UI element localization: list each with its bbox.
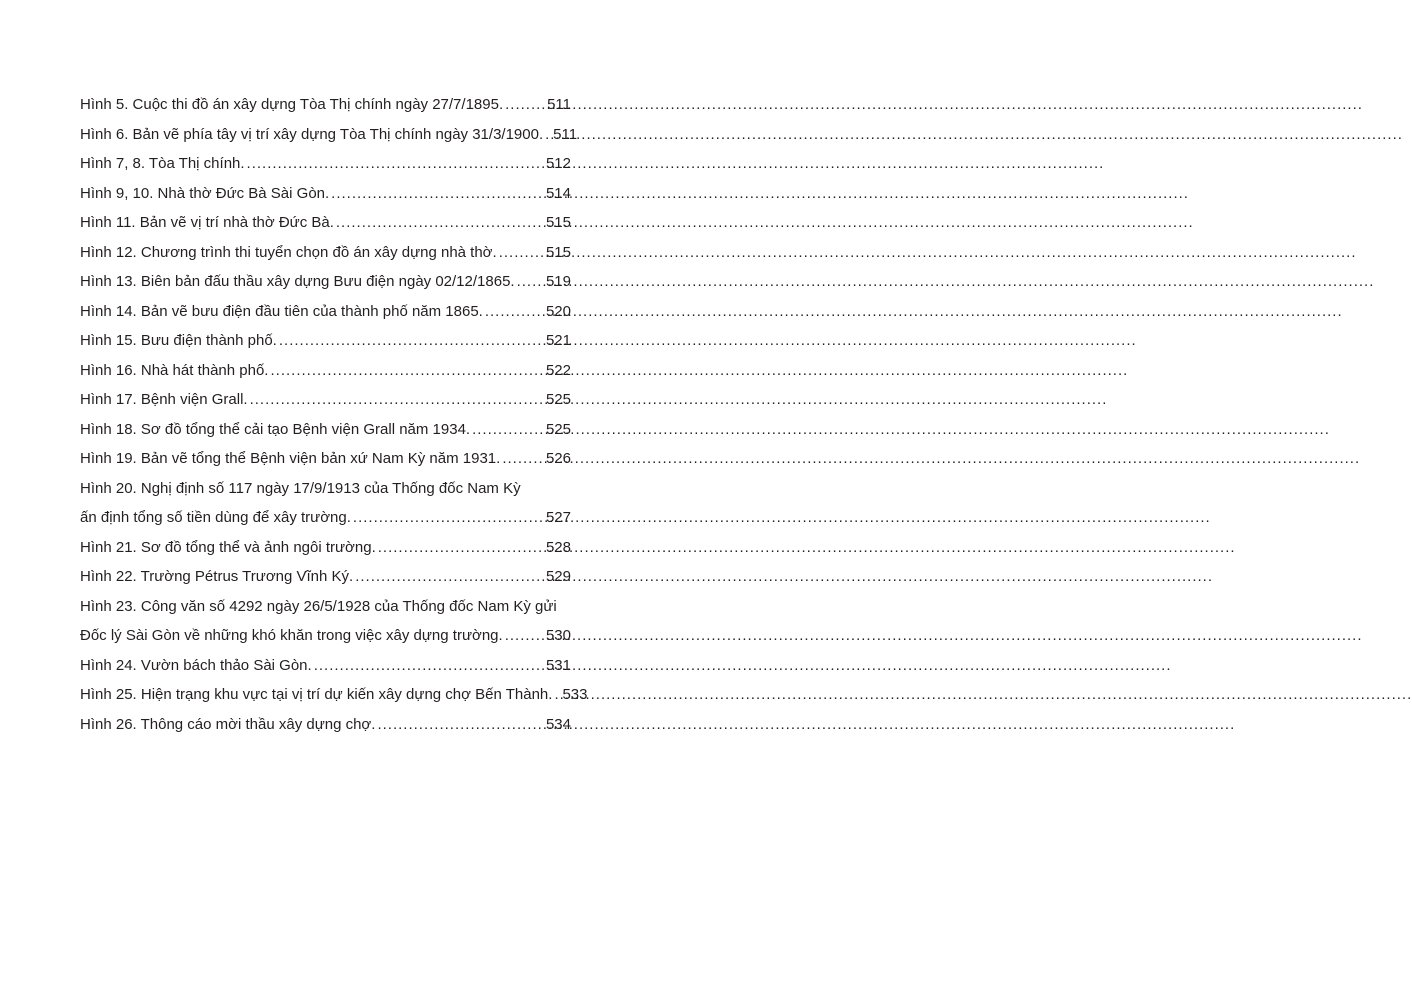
- toc-row: [80, 326, 571, 356]
- figure-caption: Hình 9, 10. Nhà thờ Đức Bà Sài Gòn.: [80, 184, 330, 202]
- toc-entry: [80, 297, 571, 327]
- page-number: 525: [545, 420, 571, 438]
- figure-caption-line1: Hình 20. Nghị định số 117 ngày 17/9/1913 của Thống đốc Nam Kỳ: [80, 479, 521, 497]
- page-number: 511: [553, 125, 578, 143]
- page-number: 511: [547, 96, 571, 113]
- toc-entry: [80, 326, 571, 356]
- toc-row: [80, 562, 571, 592]
- figure-caption: Hình 17. Bệnh viện Grall.: [80, 391, 248, 408]
- dot-leader: [554, 680, 560, 710]
- toc-entry: [80, 238, 571, 268]
- dot-leader: [505, 621, 544, 651]
- toc-entry: [80, 710, 571, 740]
- toc-entry: [80, 208, 571, 238]
- figure-caption: Hình 26. Thông cáo mời thầu xây dựng chợ.: [80, 715, 376, 733]
- page-number: 531: [545, 656, 571, 674]
- figure-caption: Hình 12. Chương trình thi tuyển chọn đồ án xây dựng nhà thờ.: [80, 243, 497, 261]
- page-number: 522: [545, 361, 571, 379]
- toc-row: [80, 297, 571, 327]
- toc-entry: [80, 90, 571, 120]
- figure-caption: Hình 16. Nhà hát thành phố.: [80, 361, 269, 379]
- dot-leader: [485, 297, 544, 327]
- figure-caption: Hình 7, 8. Tòa Thị chính.: [80, 155, 245, 172]
- toc-row: [80, 680, 588, 710]
- figure-caption: Hình 18. Sơ đồ tổng thể cải tạo Bệnh viện Grall năm 1934.: [80, 420, 471, 438]
- dot-leader: [250, 385, 544, 415]
- page-number: 526: [545, 450, 571, 467]
- toc-entry: [80, 533, 571, 563]
- page-number: 515: [545, 243, 571, 261]
- dot-leader: [517, 267, 544, 297]
- page-number: 534: [545, 715, 571, 733]
- figure-caption: Hình 6. Bản vẽ phía tây vị trí xây dựng Tòa Thị chính ngày 31/3/1900.: [80, 125, 544, 143]
- page-number: 528: [545, 538, 571, 556]
- figure-caption: Hình 11. Bản vẽ vị trí nhà thờ Đức Bà.: [80, 214, 334, 231]
- toc-entry: [80, 385, 571, 415]
- figure-caption: Hình 14. Bản vẽ bưu điện đầu tiên của thành phố năm 1865.: [80, 302, 483, 320]
- toc-row: [80, 208, 571, 238]
- page-number: 527: [545, 509, 571, 526]
- dot-leader: [377, 710, 544, 740]
- toc-entry: [80, 149, 571, 179]
- toc-row: [80, 651, 571, 681]
- toc-row: [80, 385, 571, 415]
- page-number: 512: [545, 155, 571, 172]
- dot-leader: [336, 208, 544, 238]
- page-number: 525: [545, 391, 571, 408]
- figure-list: [80, 90, 588, 739]
- dot-leader: [355, 562, 544, 592]
- toc-entry: [80, 474, 571, 533]
- page-number: 521: [545, 332, 571, 349]
- dot-leader: [270, 356, 543, 386]
- toc-entry: [80, 592, 571, 651]
- figure-caption: Hình 19. Bản vẽ tổng thể Bệnh viện bản xứ Nam Kỳ năm 1931.: [80, 450, 501, 467]
- page-number: 520: [545, 302, 571, 320]
- toc-row: [80, 267, 571, 297]
- dot-leader: [247, 149, 544, 179]
- figure-caption: Hình 13. Biên bản đấu thầu xây dựng Bưu điện ngày 02/12/1865.: [80, 273, 515, 290]
- toc-entry: [80, 651, 571, 681]
- figure-caption: Đốc lý Sài Gòn về những khó khăn trong việc xây dựng trường.: [80, 627, 503, 644]
- toc-row: [80, 533, 571, 563]
- figure-caption: Hình 25. Hiện trạng khu vực tại vị trí dự kiến xây dựng chợ Bến Thành.: [80, 686, 553, 703]
- toc-row: [80, 621, 571, 651]
- toc-row: [80, 415, 571, 445]
- page-number: 529: [545, 568, 571, 585]
- dot-leader: [279, 326, 544, 356]
- figure-caption: Hình 15. Bưu điện thành phố.: [80, 332, 277, 349]
- dot-leader: [502, 444, 544, 474]
- toc-row: [80, 120, 578, 150]
- toc-row: [80, 238, 571, 268]
- toc-row: [80, 356, 571, 386]
- figure-caption: Hình 21. Sơ đồ tổng thể và ảnh ngôi trường.: [80, 538, 376, 556]
- figure-caption-line1: Hình 23. Công văn số 4292 ngày 26/5/1928 của Thống đốc Nam Kỳ gửi: [80, 597, 557, 615]
- toc-entry: [80, 267, 571, 297]
- dot-leader: [378, 533, 544, 563]
- figure-caption: Hình 24. Vườn bách thảo Sài Gòn.: [80, 656, 312, 674]
- figure-caption: ấn định tổng số tiền dùng để xây trường.: [80, 509, 351, 526]
- toc-entry: [80, 179, 571, 209]
- toc-row: [80, 503, 571, 533]
- toc-row: [80, 179, 571, 209]
- toc-entry: [80, 415, 571, 445]
- dot-leader: [331, 179, 544, 209]
- dot-leader: [499, 238, 544, 268]
- toc-row: [80, 90, 571, 120]
- dot-leader: [353, 503, 544, 533]
- toc-entry: [80, 356, 571, 386]
- figure-caption: Hình 22. Trường Pétrus Trương Vĩnh Ký.: [80, 568, 354, 585]
- page-number: 514: [545, 184, 571, 202]
- toc-row: [80, 710, 571, 740]
- page-number: 530: [545, 627, 571, 644]
- dot-leader: [505, 90, 545, 120]
- toc-row: [80, 149, 571, 179]
- toc-entry: [80, 680, 588, 710]
- book-page: [0, 0, 631, 988]
- dot-leader: [314, 651, 544, 681]
- toc-entry: [80, 120, 578, 150]
- figure-caption: Hình 5. Cuộc thi đồ án xây dựng Tòa Thị chính ngày 27/7/1895.: [80, 96, 504, 113]
- page-number: 533: [562, 686, 588, 703]
- toc-entry: [80, 562, 571, 592]
- toc-entry: [80, 444, 571, 474]
- dot-leader: [472, 415, 544, 445]
- dot-leader: [545, 120, 551, 150]
- page-number: 519: [545, 273, 571, 290]
- toc-row: [80, 444, 571, 474]
- page-number: 515: [545, 214, 571, 231]
